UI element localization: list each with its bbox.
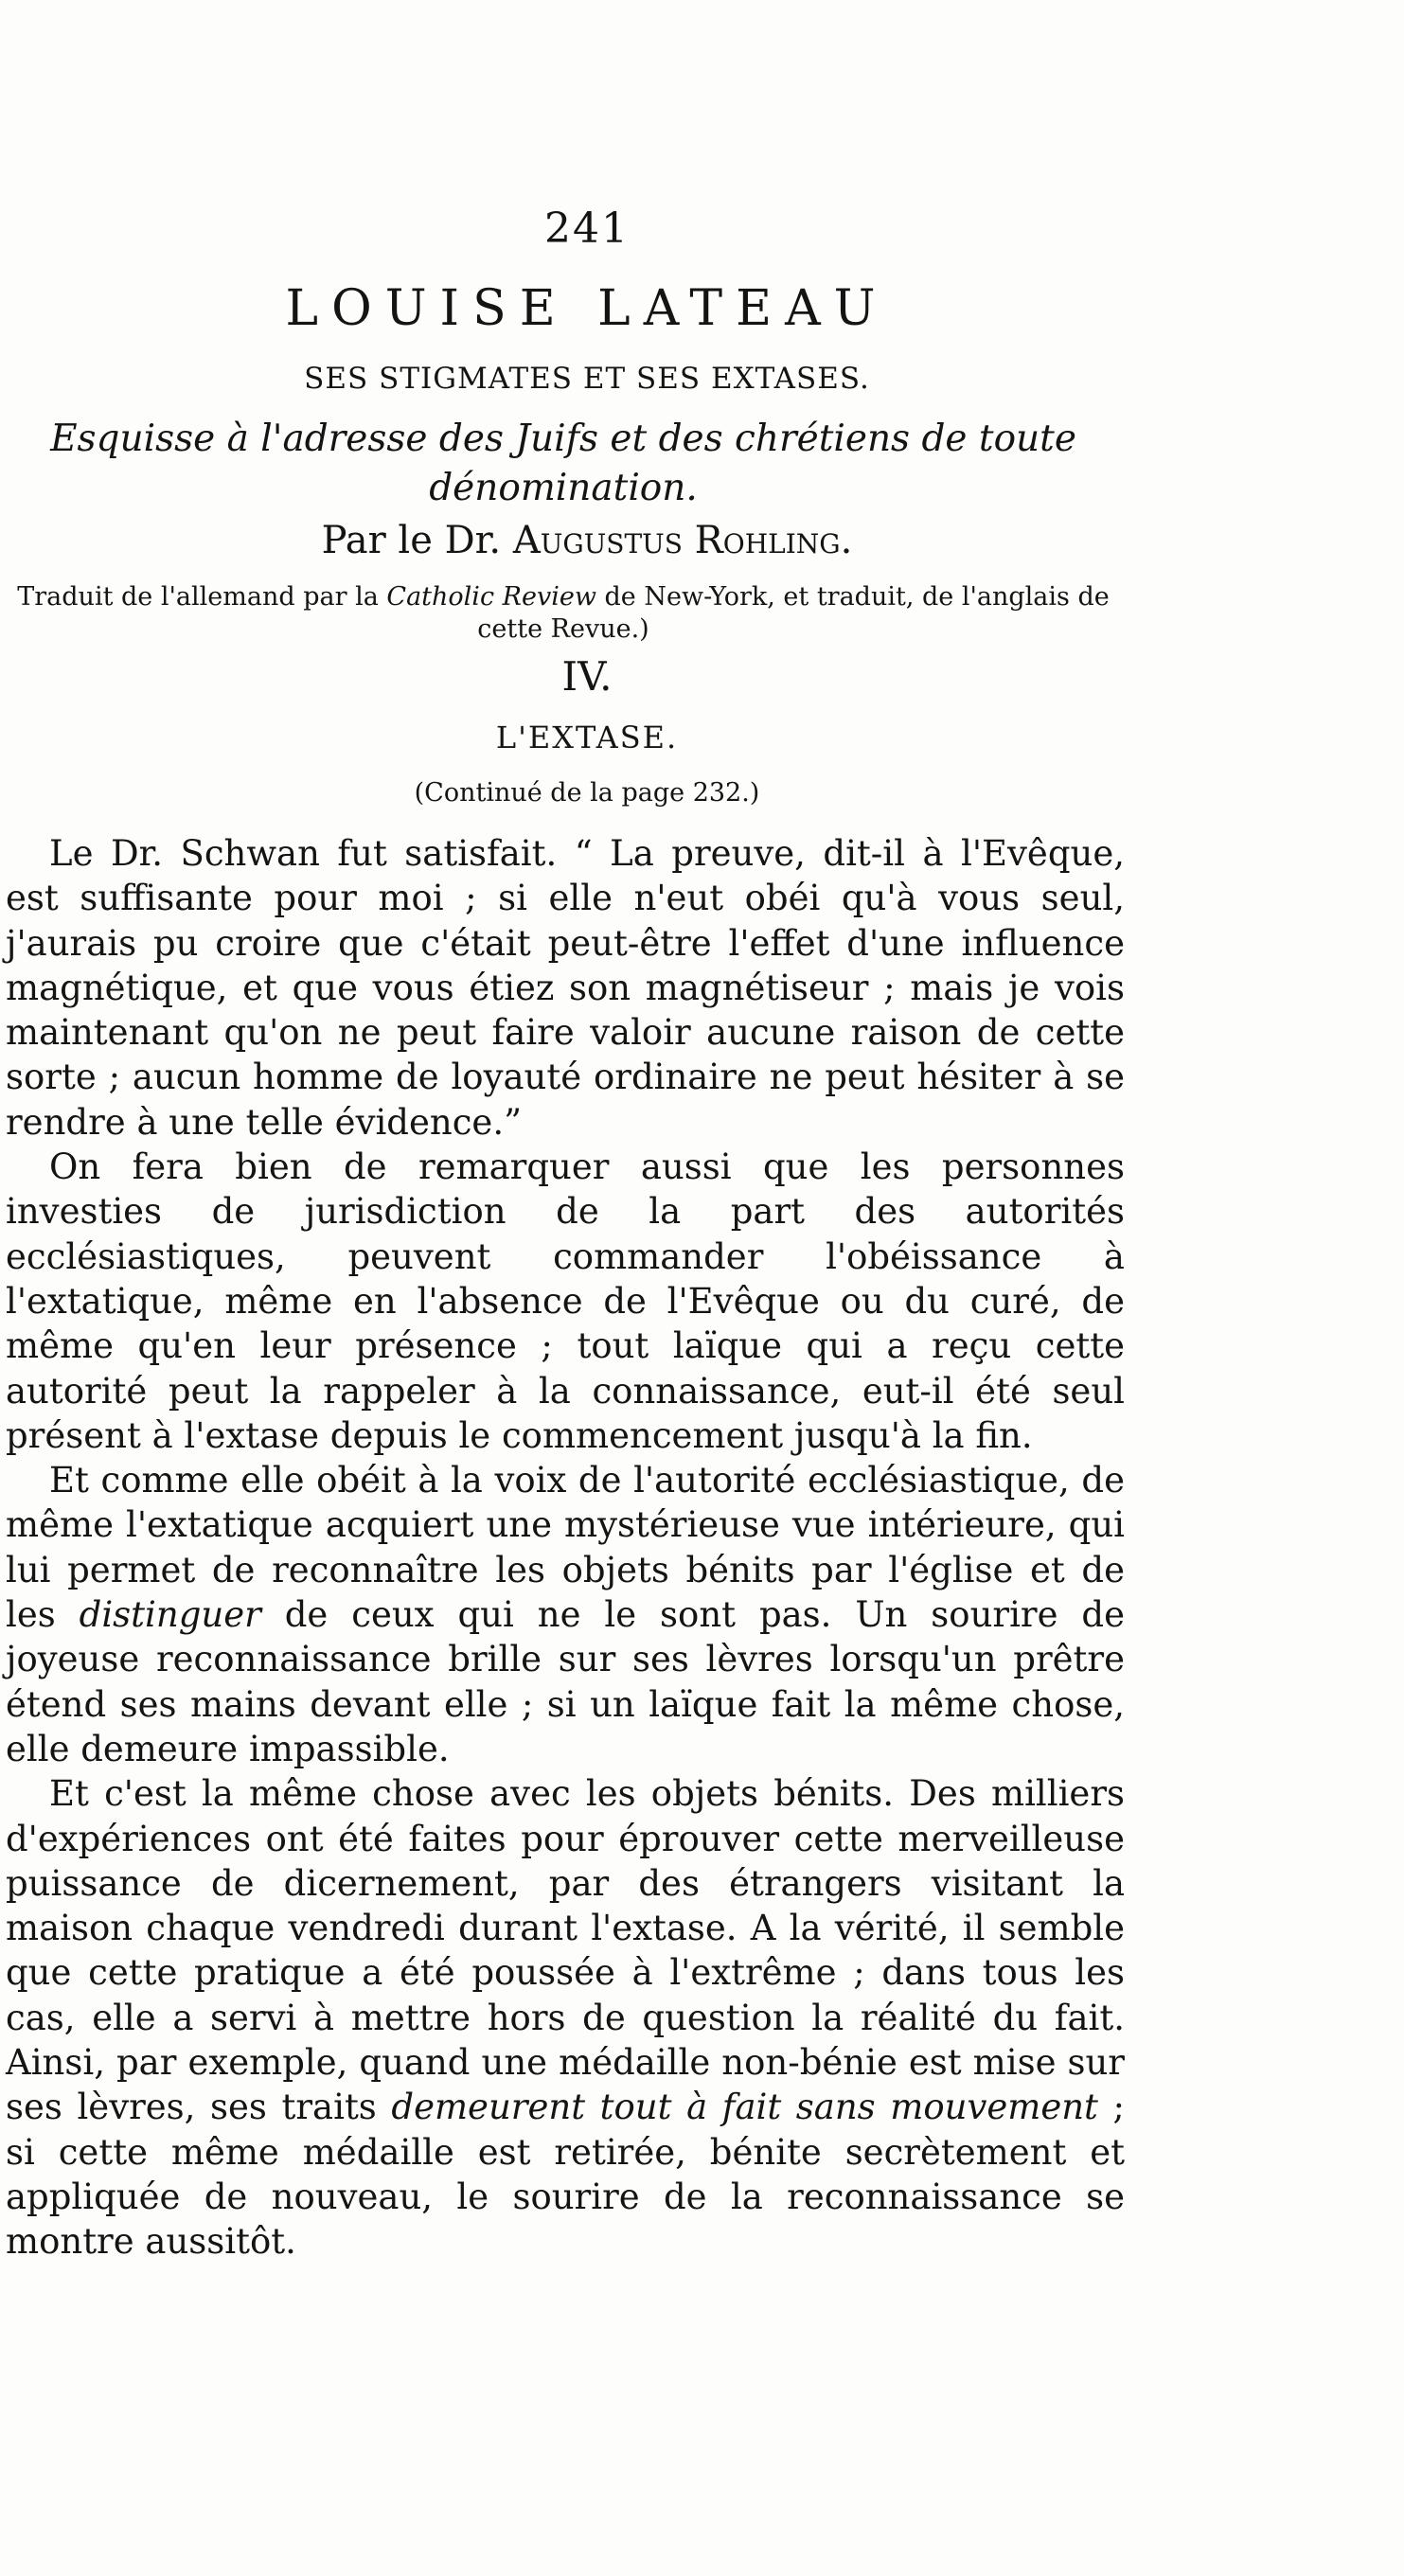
- article-subtitle: SES STIGMATES ET SES EXTASES.: [304, 362, 870, 396]
- translation-note: [0, 581, 1127, 646]
- byline-prefix: Par le Dr.: [321, 519, 502, 562]
- paragraph-4: [6, 1771, 1125, 2264]
- paragraph-4-end: ; si cette même médaille est retirée, bénite secrètement et appliquée de nouveau, le sourire de la reconnaissance se montre aussitôt.: [6, 2087, 1125, 2263]
- part-number: IV.: [561, 653, 613, 700]
- paragraph-3-emphasis: distinguer: [79, 1594, 261, 1636]
- paragraph-1: Le Dr. Schwan fut satisfait. “ La preuve, dit-il à l'Evêque, est suffisante pour moi ; si elle n'eut obéi qu'à vous seul, j'aurais pu croire que c'était peut-être l'effet d'une influence magnétique, et que vous étiez son magnétiseur ; mais je vois maintenant qu'on ne peut faire valoir aucune raison de cette sorte ; aucun homme de loyauté ordinaire ne peut hésiter à se rendre à une telle évidence.”: [6, 833, 1125, 1143]
- translation-note-end: de New-York, et traduit, de l'anglais de cette Revue.): [477, 582, 1110, 644]
- translation-note-start: Traduit de l'allemand par la: [17, 582, 387, 612]
- dedication: [0, 415, 1127, 513]
- page-number: 241: [544, 204, 630, 253]
- paragraph-3: [6, 1458, 1125, 1771]
- article-title: LOUISE LATEAU: [285, 280, 889, 337]
- dedication-line-2: dénomination.: [429, 467, 698, 509]
- paragraph-2: On fera bien de remarquer aussi que les personnes investies de jurisdiction de la part des autorités ecclésiastiques, peuvent commander l'obéissance à l'extatique, même en l'absence de l'Evêque ou du curé, de même qu'en leur présence ; tout laïque qui a reçu cette autorité peut la rappeler à la connaissance, eut-il été seul présent à l'extase depuis le commencement jusqu'à la fin.: [6, 1146, 1125, 1456]
- paragraph-3-start: Et comme elle obéit à la voix de l'autorité ecclésiastique, de même l'extatique acquiert une mystérieuse vue intérieure, qui lui permet de reconnaître les objets bénits par l'église et de les: [6, 1460, 1125, 1636]
- continuation-note: (Continué de la page 232.): [414, 778, 760, 808]
- paragraph-3-end: de ceux qui ne le sont pas. Un sourire de joyeuse reconnaissance brille sur ses lèvres lorsqu'un prêtre étend ses mains devant elle ; si un laïque fait la même chose, elle demeure impassible.: [6, 1594, 1126, 1769]
- section-title: L'EXTASE.: [495, 720, 679, 755]
- author-name: Augustus Rohling.: [512, 519, 853, 562]
- dedication-line-1: Esquisse à l'adresse des Juifs et des chrétiens de toute: [50, 417, 1076, 460]
- paragraph-4-start: Et c'est la même chose avec les objets bénits. Des milliers d'expériences ont été faites pour éprouver cette merveilleuse puissance de dicernement, par des étrangers visitant la maison chaque vendredi durant l'extase. A la vérité, il semble que cette pratique a été poussée à l'extrême ; dans tous les cas, elle a servi à mettre hors de question la réalité du fait. Ainsi, par exemple, quand une médaille non-bénie est mise sur ses lèvres, ses traits: [6, 1773, 1125, 2128]
- byline: [0, 519, 1174, 562]
- translation-source: Catholic Review: [386, 582, 596, 612]
- article-body: [6, 831, 1125, 2265]
- paragraph-4-emphasis: demeurent tout à fait sans mouvement: [391, 2087, 1098, 2128]
